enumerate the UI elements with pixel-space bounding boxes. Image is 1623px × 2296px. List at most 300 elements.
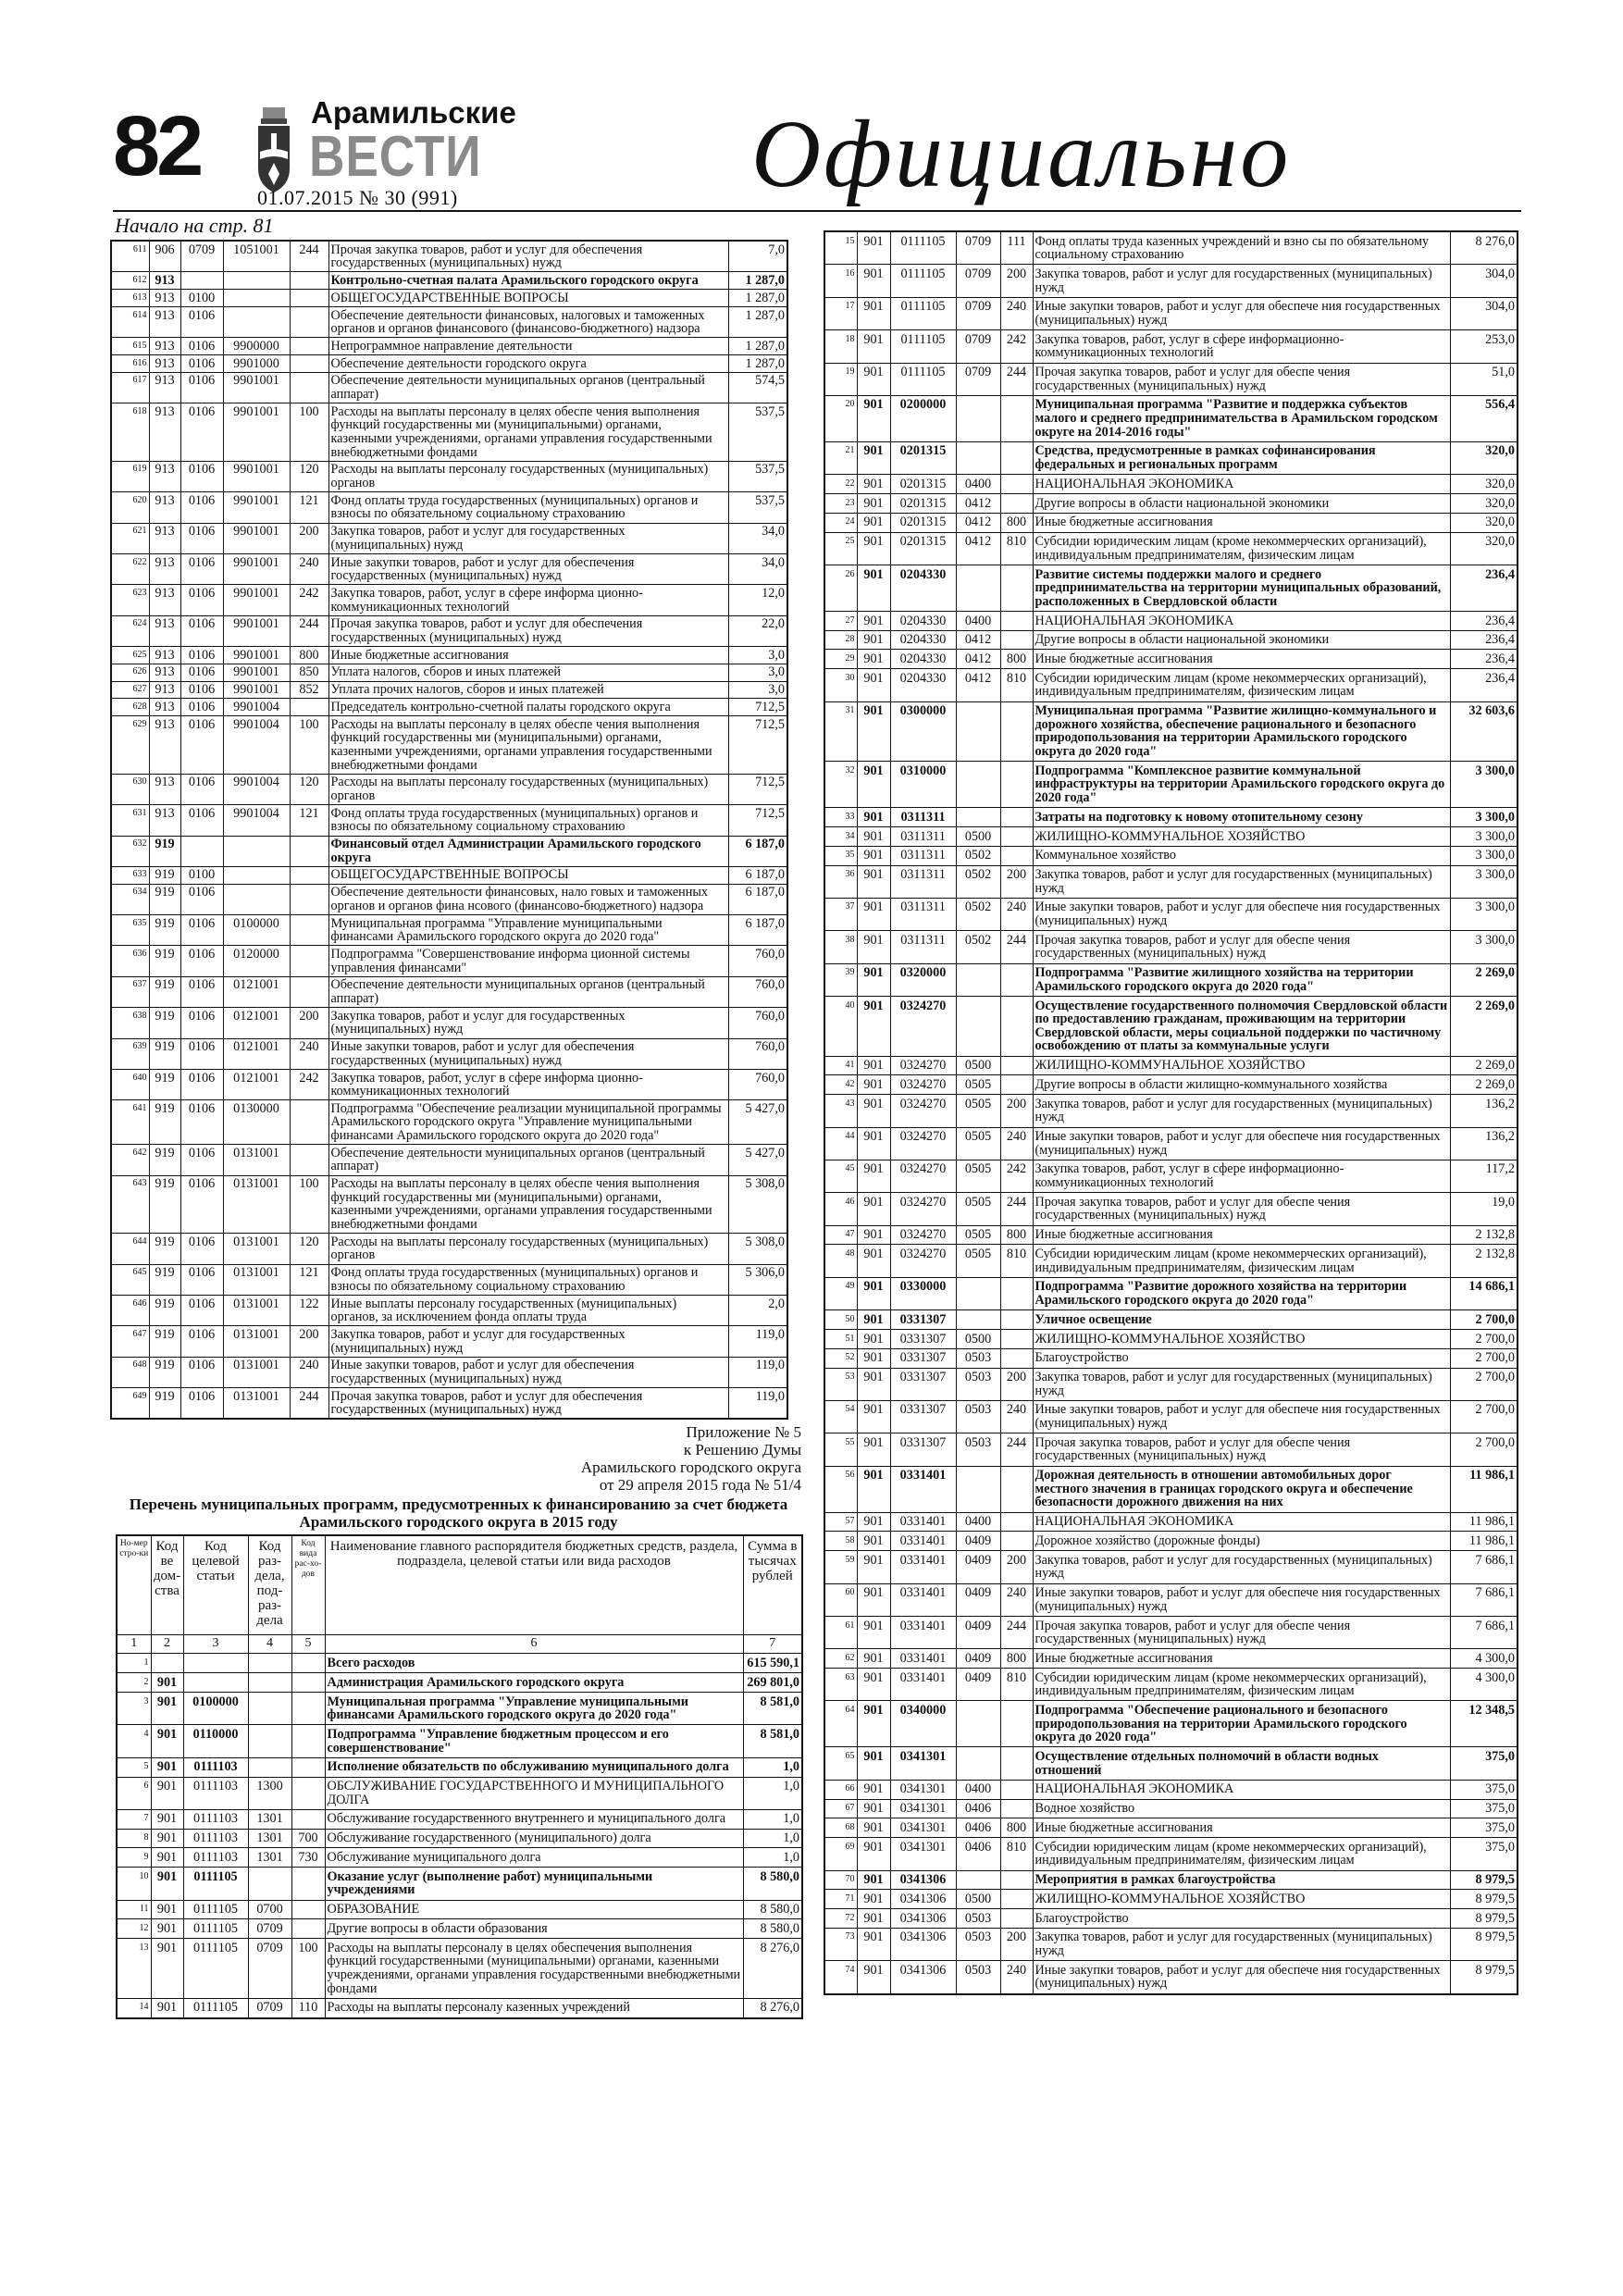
table-row [117,1725,802,1757]
expense-type-code [1000,1512,1033,1532]
amount: 236,4 [1450,650,1518,669]
table-row [111,290,787,307]
row-number: 71 [824,1890,857,1909]
amount: 2 700,0 [1450,1368,1518,1400]
amount: 11 986,1 [1450,1532,1518,1551]
ved-code: 901 [857,1348,890,1368]
amount: 8 979,5 [1450,1909,1518,1929]
row-number: 618 [111,403,149,462]
section-code [956,762,1000,808]
ved-code: 913 [149,372,180,403]
row-number: 23 [824,494,857,514]
section-code: 0106 [180,1069,223,1099]
column-number: 2 [151,1634,183,1654]
table-row [824,1329,1518,1348]
item-name: ЖИЛИЩНО-КОММУНАЛЬНОЕ ХОЗЯЙСТВО [1033,1329,1450,1348]
ved-code: 913 [149,681,180,699]
table-row [824,1193,1518,1225]
item-name: Прочая закупка товаров, работ и услуг для обеспечения государственных (муниципальных) нужд [328,615,728,646]
item-name: Развитие системы поддержки малого и среднего предпринимательства на территории муниципальных образований, расположенных в Свердловской области [1033,565,1450,611]
target-code: 0331401 [890,1616,956,1648]
section-code [956,1466,1000,1512]
target-code: 0204330 [890,630,956,650]
item-name: Иные бюджетные ассигнования [328,647,728,664]
amount: 760,0 [728,1008,787,1038]
item-name: НАЦИОНАЛЬНАЯ ЭКОНОМИКА [1033,1512,1450,1532]
target-code [183,1673,248,1693]
row-number: 10 [117,1868,151,1900]
target-code: 0300000 [890,701,956,762]
amount: 712,5 [728,699,787,716]
expense-type-code [1000,997,1033,1057]
section-code: 0500 [956,1329,1000,1348]
ved-code: 901 [151,1829,183,1848]
section-code: 0106 [180,372,223,403]
amount: 11 986,1 [1450,1512,1518,1532]
item-name: Прочая закупка товаров, работ и услуг для обеспе чения государственных (муниципальных) нужд [1033,1433,1450,1466]
row-number: 64 [824,1701,857,1747]
section-code: 0500 [956,1890,1000,1909]
row-number: 49 [824,1277,857,1309]
expense-type-code [1000,808,1033,827]
section-code: 0400 [956,611,1000,630]
expense-type-code: 110 [291,1998,325,2017]
amount: 8 581,0 [743,1692,802,1724]
ved-code: 901 [857,494,890,514]
section-code: 1301 [248,1848,291,1868]
target-code: 0201315 [890,513,956,532]
amount: 4 300,0 [1450,1669,1518,1701]
table-row [117,1900,802,1919]
table-row [111,1295,787,1325]
amount: 119,0 [728,1326,787,1357]
target-code: 0100000 [183,1692,248,1724]
amount: 7 686,1 [1450,1583,1518,1616]
ved-code: 919 [149,1326,180,1357]
section-code: 0709 [180,241,223,272]
expense-type-code [1000,826,1033,846]
amount: 3 300,0 [1450,931,1518,963]
table-row [111,699,787,716]
row-number: 52 [824,1348,857,1368]
section-code: 0106 [180,774,223,804]
expense-type-code: 240 [290,553,328,584]
section-code [956,1870,1000,1890]
row-number: 22 [824,475,857,494]
expense-type-code: 730 [291,1848,325,1868]
amount: 8 276,0 [743,1998,802,2017]
table-row [824,1400,1518,1433]
expense-type-code: 120 [290,774,328,804]
item-name: Осуществление государственного полномочия Свердловской области по предоставлению гражданам, проживающим на территории Свердловской области, меры социальной поддержки по частичному освобождению от платы за коммунальные услуги [1033,997,1450,1057]
item-name: Закупка товаров, работ и услуг для государственных (муниципальных) нужд [328,1008,728,1038]
target-code: 0331401 [890,1669,956,1701]
ved-code: 901 [857,532,890,565]
amount: 7 686,1 [1450,1616,1518,1648]
row-number: 69 [824,1838,857,1870]
target-code: 0310000 [890,762,956,808]
row-number: 21 [824,441,857,474]
section-code: 0503 [956,1348,1000,1368]
ved-code: 919 [149,866,180,884]
target-code: 0331401 [890,1649,956,1669]
target-code: 0324270 [890,1056,956,1075]
section-code [956,565,1000,611]
target-code: 9901001 [223,553,290,584]
table-row [824,1160,1518,1192]
appendix-line: Приложение № 5 [686,1423,801,1442]
header-name: Наименование главного распорядителя бюджетных средств, раздела, подраздела, целевой статьи или вида расходов [325,1535,743,1634]
expense-type-code: 200 [290,1326,328,1357]
item-name: Другие вопросы в области национальной экономики [1033,630,1450,650]
ved-code: 913 [149,461,180,491]
amount: 6 187,0 [728,915,787,946]
section-code: 0400 [956,475,1000,494]
target-code: 0131001 [223,1357,290,1387]
expense-type-code [290,946,328,976]
section-code [956,701,1000,762]
row-number: 616 [111,355,149,373]
ved-code: 913 [149,523,180,553]
amount: 19,0 [1450,1193,1518,1225]
row-number: 16 [824,265,857,297]
left-column [110,240,801,2019]
ved-code: 913 [149,272,180,290]
ved-code: 901 [857,1616,890,1648]
item-name: Закупка товаров, работ и услуг для государственных (муниципальных) нужд [1033,1928,1450,1960]
section-code: 0709 [956,363,1000,395]
newspaper-name-main: ВЕСТИ [309,125,482,189]
item-name: Субсидии юридическим лицам (кроме некоммерческих организаций), индивидуальным предпринимателям, физическим лицам [1033,1245,1450,1277]
expense-type-code: 100 [290,1175,328,1234]
amount: 3 300,0 [1450,762,1518,808]
ved-code: 901 [151,1725,183,1757]
item-name: НАЦИОНАЛЬНАЯ ЭКОНОМИКА [1033,611,1450,630]
row-number: 61 [824,1616,857,1648]
table-row [824,363,1518,395]
section-code: 0100 [180,290,223,307]
section-code: 0503 [956,1368,1000,1400]
ved-code: 919 [149,1264,180,1295]
row-number: 11 [117,1900,151,1919]
ved-code: 901 [151,1868,183,1900]
section-code: 0106 [180,716,223,775]
amount: 537,5 [728,461,787,491]
section-code [180,272,223,290]
section-code: 0400 [956,1512,1000,1532]
item-name: Закупка товаров, работ и услуг для государственных (муниципальных) нужд [328,523,728,553]
item-name: Закупка товаров, работ, услуг в сфере информа ционно-коммуникационных технологий [328,1069,728,1099]
target-code: 9901001 [223,461,290,491]
expense-type-code [290,699,328,716]
section-code: 0500 [956,826,1000,846]
ved-code: 901 [857,963,890,996]
ved-code: 901 [857,1466,890,1512]
section-code: 1300 [248,1777,291,1809]
row-number: 3 [117,1692,151,1724]
target-code: 0331401 [890,1551,956,1583]
item-name: Закупка товаров, работ, услуг в сфере информационно-коммуникационных технологий [1033,1160,1450,1192]
header-ved-code: Код ве дом-ства [151,1535,183,1634]
table-row [824,1277,1518,1309]
table-row [111,866,787,884]
row-number: 39 [824,963,857,996]
item-name: Муниципальная программа "Управление муниципальными финансами Арамильского городского округа до 2020 года" [328,915,728,946]
target-code: 0331307 [890,1329,956,1348]
amount: 1 287,0 [728,272,787,290]
table-row [824,669,1518,701]
table-row [824,1127,1518,1160]
item-name: Финансовый отдел Администрации Арамильского городского округа [328,836,728,866]
row-number: 640 [111,1069,149,1099]
section-code: 0106 [180,1008,223,1038]
item-name: Прочая закупка товаров, работ и услуг для обеспе чения государственных (муниципальных) нужд [1033,363,1450,395]
table-row [111,946,787,976]
item-name: Субсидии юридическим лицам (кроме некоммерческих организаций), индивидуальным предпринимателям, физическим лицам [1033,1669,1450,1701]
continued-note: Начало на стр. 81 [115,214,274,237]
item-name: Иные закупки товаров, работ и услуг для обеспече ния государственных (муниципальных) нужд [1033,898,1450,930]
amount: 537,5 [728,403,787,462]
amount: 556,4 [1450,395,1518,441]
appendix-line: от 29 апреля 2015 года № 51/4 [599,1476,801,1495]
item-name: Фонд оплаты труда государственных (муниципальных) органов и взносы по обязательному социальному страхованию [328,492,728,523]
section-code: 0412 [956,494,1000,514]
amount: 34,0 [728,523,787,553]
target-code: 9901001 [223,523,290,553]
item-name: Расходы на выплаты персоналу в целях обеспе чения выполнения функций государственны ми (муниципальными) органами, казенными учреждениями, органами управления государственными внебюджетными фондами [328,403,728,462]
section-code: 0505 [956,1075,1000,1095]
header-expense-type-code: Код вида рас-хо-дов [291,1535,325,1634]
target-code: 0204330 [890,611,956,630]
section-code: 0400 [956,1780,1000,1799]
section-code: 0500 [956,1056,1000,1075]
target-code: 0331401 [890,1583,956,1616]
amount: 5 306,0 [728,1264,787,1295]
row-number: 637 [111,976,149,1007]
amount: 3 300,0 [1450,846,1518,865]
table-row [824,1466,1518,1512]
table-row [111,884,787,914]
section-code [956,963,1000,996]
section-code: 0709 [248,1919,291,1939]
item-name: Закупка товаров, работ и услуг для государственных (муниципальных) нужд [1033,1368,1450,1400]
row-number: 36 [824,865,857,898]
table-row [111,523,787,553]
amount: 4 300,0 [1450,1649,1518,1669]
ved-code: 901 [857,1583,890,1616]
expense-type-code: 700 [291,1829,325,1848]
ved-code: 901 [857,1890,890,1909]
ved-code: 901 [857,565,890,611]
amount: 8 276,0 [1450,231,1518,265]
expense-type-code [1000,494,1033,514]
amount: 2 132,8 [1450,1245,1518,1277]
item-name: Иные закупки товаров, работ и услуг для обеспечения государственных (муниципальных) нужд [328,1357,728,1387]
row-number: 56 [824,1466,857,1512]
item-name: НАЦИОНАЛЬНАЯ ЭКОНОМИКА [1033,475,1450,494]
ved-code: 901 [857,1818,890,1838]
expense-type-code: 244 [1000,1193,1033,1225]
target-code: 0341301 [890,1818,956,1838]
ved-code: 901 [857,1368,890,1400]
column-number: 4 [248,1634,291,1654]
expense-type-code [1000,611,1033,630]
section-code: 0106 [180,915,223,946]
row-number: 641 [111,1100,149,1145]
section-code [956,997,1000,1057]
section-code: 0406 [956,1799,1000,1818]
item-name: Подпрограмма "Обеспечение рационального и безопасного природопользования на территории Арамильского городского округа до 2020 года" [1033,1701,1450,1747]
section-code [956,441,1000,474]
ved-code: 913 [149,585,180,615]
target-code: 0111105 [890,330,956,363]
expense-type-code: 800 [290,647,328,664]
section-code: 0106 [180,647,223,664]
column-number: 1 [117,1634,151,1654]
row-number: 12 [117,1919,151,1939]
row-number: 636 [111,946,149,976]
row-number: 58 [824,1532,857,1551]
row-number: 42 [824,1075,857,1095]
amount: 304,0 [1450,297,1518,329]
target-code: 0311311 [890,931,956,963]
row-number: 614 [111,306,149,337]
target-code: 0121001 [223,1069,290,1099]
ved-code: 901 [857,826,890,846]
table-row [824,1838,1518,1870]
section-code: 0106 [180,699,223,716]
target-code: 9901001 [223,372,290,403]
row-number: 47 [824,1225,857,1245]
table-row [824,1799,1518,1818]
row-number: 25 [824,532,857,565]
row-number: 55 [824,1433,857,1466]
column-number: 6 [325,1634,743,1654]
section-code: 0106 [180,805,223,836]
expense-type-code: 200 [1000,1368,1033,1400]
table-row [111,272,787,290]
item-name: Дорожная деятельность в отношении автомобильных дорог местного значения в границах городского округа и обеспечение безопасности дорожного движения на них [1033,1466,1450,1512]
amount: 375,0 [1450,1818,1518,1838]
ved-code: 901 [857,1799,890,1818]
expense-type-code: 100 [290,716,328,775]
target-code: 0111103 [183,1829,248,1848]
section-code: 0709 [956,265,1000,297]
amount: 2 700,0 [1450,1433,1518,1466]
section-code: 0406 [956,1818,1000,1838]
expense-type-code [1000,1747,1033,1780]
target-code: 0111105 [183,1868,248,1900]
section-code: 0106 [180,615,223,646]
section-code [248,1692,291,1724]
target-code: 0111103 [183,1777,248,1809]
target-code: 9901004 [223,805,290,836]
ved-code: 901 [857,330,890,363]
section-code: 0106 [180,355,223,373]
ved-code: 901 [151,1939,183,1999]
expense-type-code: 121 [290,805,328,836]
amount: 236,4 [1450,611,1518,630]
section-code: 0709 [956,297,1000,329]
target-code: 0330000 [890,1277,956,1309]
expense-type-code: 121 [290,492,328,523]
amount: 236,4 [1450,669,1518,701]
budget-table-left [110,240,788,1420]
row-number: 53 [824,1368,857,1400]
row-number: 72 [824,1909,857,1929]
item-name: Другие вопросы в области национальной экономики [1033,494,1450,514]
target-code: 0100000 [223,915,290,946]
target-code: 9901001 [223,681,290,699]
section-code: 0106 [180,1234,223,1264]
target-code: 9901001 [223,403,290,462]
section-code: 0409 [956,1532,1000,1551]
item-name: Оказание услуг (выполнение работ) муниципальными учреждениями [325,1868,743,1900]
amount: 3,0 [728,647,787,664]
amount: 1,0 [743,1777,802,1809]
table-row [111,338,787,355]
row-number: 627 [111,681,149,699]
table-row [111,461,787,491]
table-row [111,915,787,946]
target-code: 0331401 [890,1466,956,1512]
row-number: 18 [824,330,857,363]
item-name: Подпрограмма "Развитие жилищного хозяйства на территории Арамильского городского округа до 2020 года" [1033,963,1450,996]
target-code: 0324270 [890,1225,956,1245]
row-number: 70 [824,1870,857,1890]
target-code [223,306,290,337]
row-number: 15 [824,231,857,265]
target-code: 0111105 [890,265,956,297]
item-name: Иные закупки товаров, работ и услуг для обеспече ния государственных (муниципальных) нужд [1033,1583,1450,1616]
ved-code: 901 [857,1277,890,1309]
section-code: 0409 [956,1551,1000,1583]
row-number: 35 [824,846,857,865]
amount: 253,0 [1450,330,1518,363]
item-name: Подпрограмма "Совершенствование информа ционной системы управления финансами" [328,946,728,976]
row-number: 19 [824,363,857,395]
ved-code: 919 [149,1008,180,1038]
target-code: 0311311 [890,846,956,865]
table-row [824,1512,1518,1532]
ved-code: 901 [151,1692,183,1724]
row-number: 13 [117,1939,151,1999]
section-code [248,1757,291,1777]
section-code: 0505 [956,1127,1000,1160]
expense-type-code: 240 [1000,297,1033,329]
table-row [824,826,1518,846]
ved-code: 901 [857,1075,890,1095]
row-number: 40 [824,997,857,1057]
ved-code: 919 [149,1175,180,1234]
row-number: 621 [111,523,149,553]
target-code: 0111105 [183,1998,248,2017]
ved-code: 901 [857,1310,890,1330]
row-number: 14 [117,1998,151,2017]
expense-type-code: 100 [290,403,328,462]
amount: 712,5 [728,805,787,836]
amount: 712,5 [728,716,787,775]
row-number: 32 [824,762,857,808]
table-row [824,997,1518,1057]
ved-code: 919 [149,1069,180,1099]
target-code: 0201315 [890,494,956,514]
ved-code: 919 [149,1357,180,1387]
item-name: Средства, предусмотренные в рамках софинансирования федеральных и региональных программ [1033,441,1450,474]
item-name: Иные закупки товаров, работ и услуг для обеспече ния государственных (муниципальных) нужд [1033,1961,1450,1994]
row-number: 612 [111,272,149,290]
item-name: Расходы на выплаты персоналу в целях обеспе чения выполнения функций государственны ми (муниципальными) органами, казенными учреждениями, органами управления государственными внебюджетными фондами [328,1175,728,1234]
